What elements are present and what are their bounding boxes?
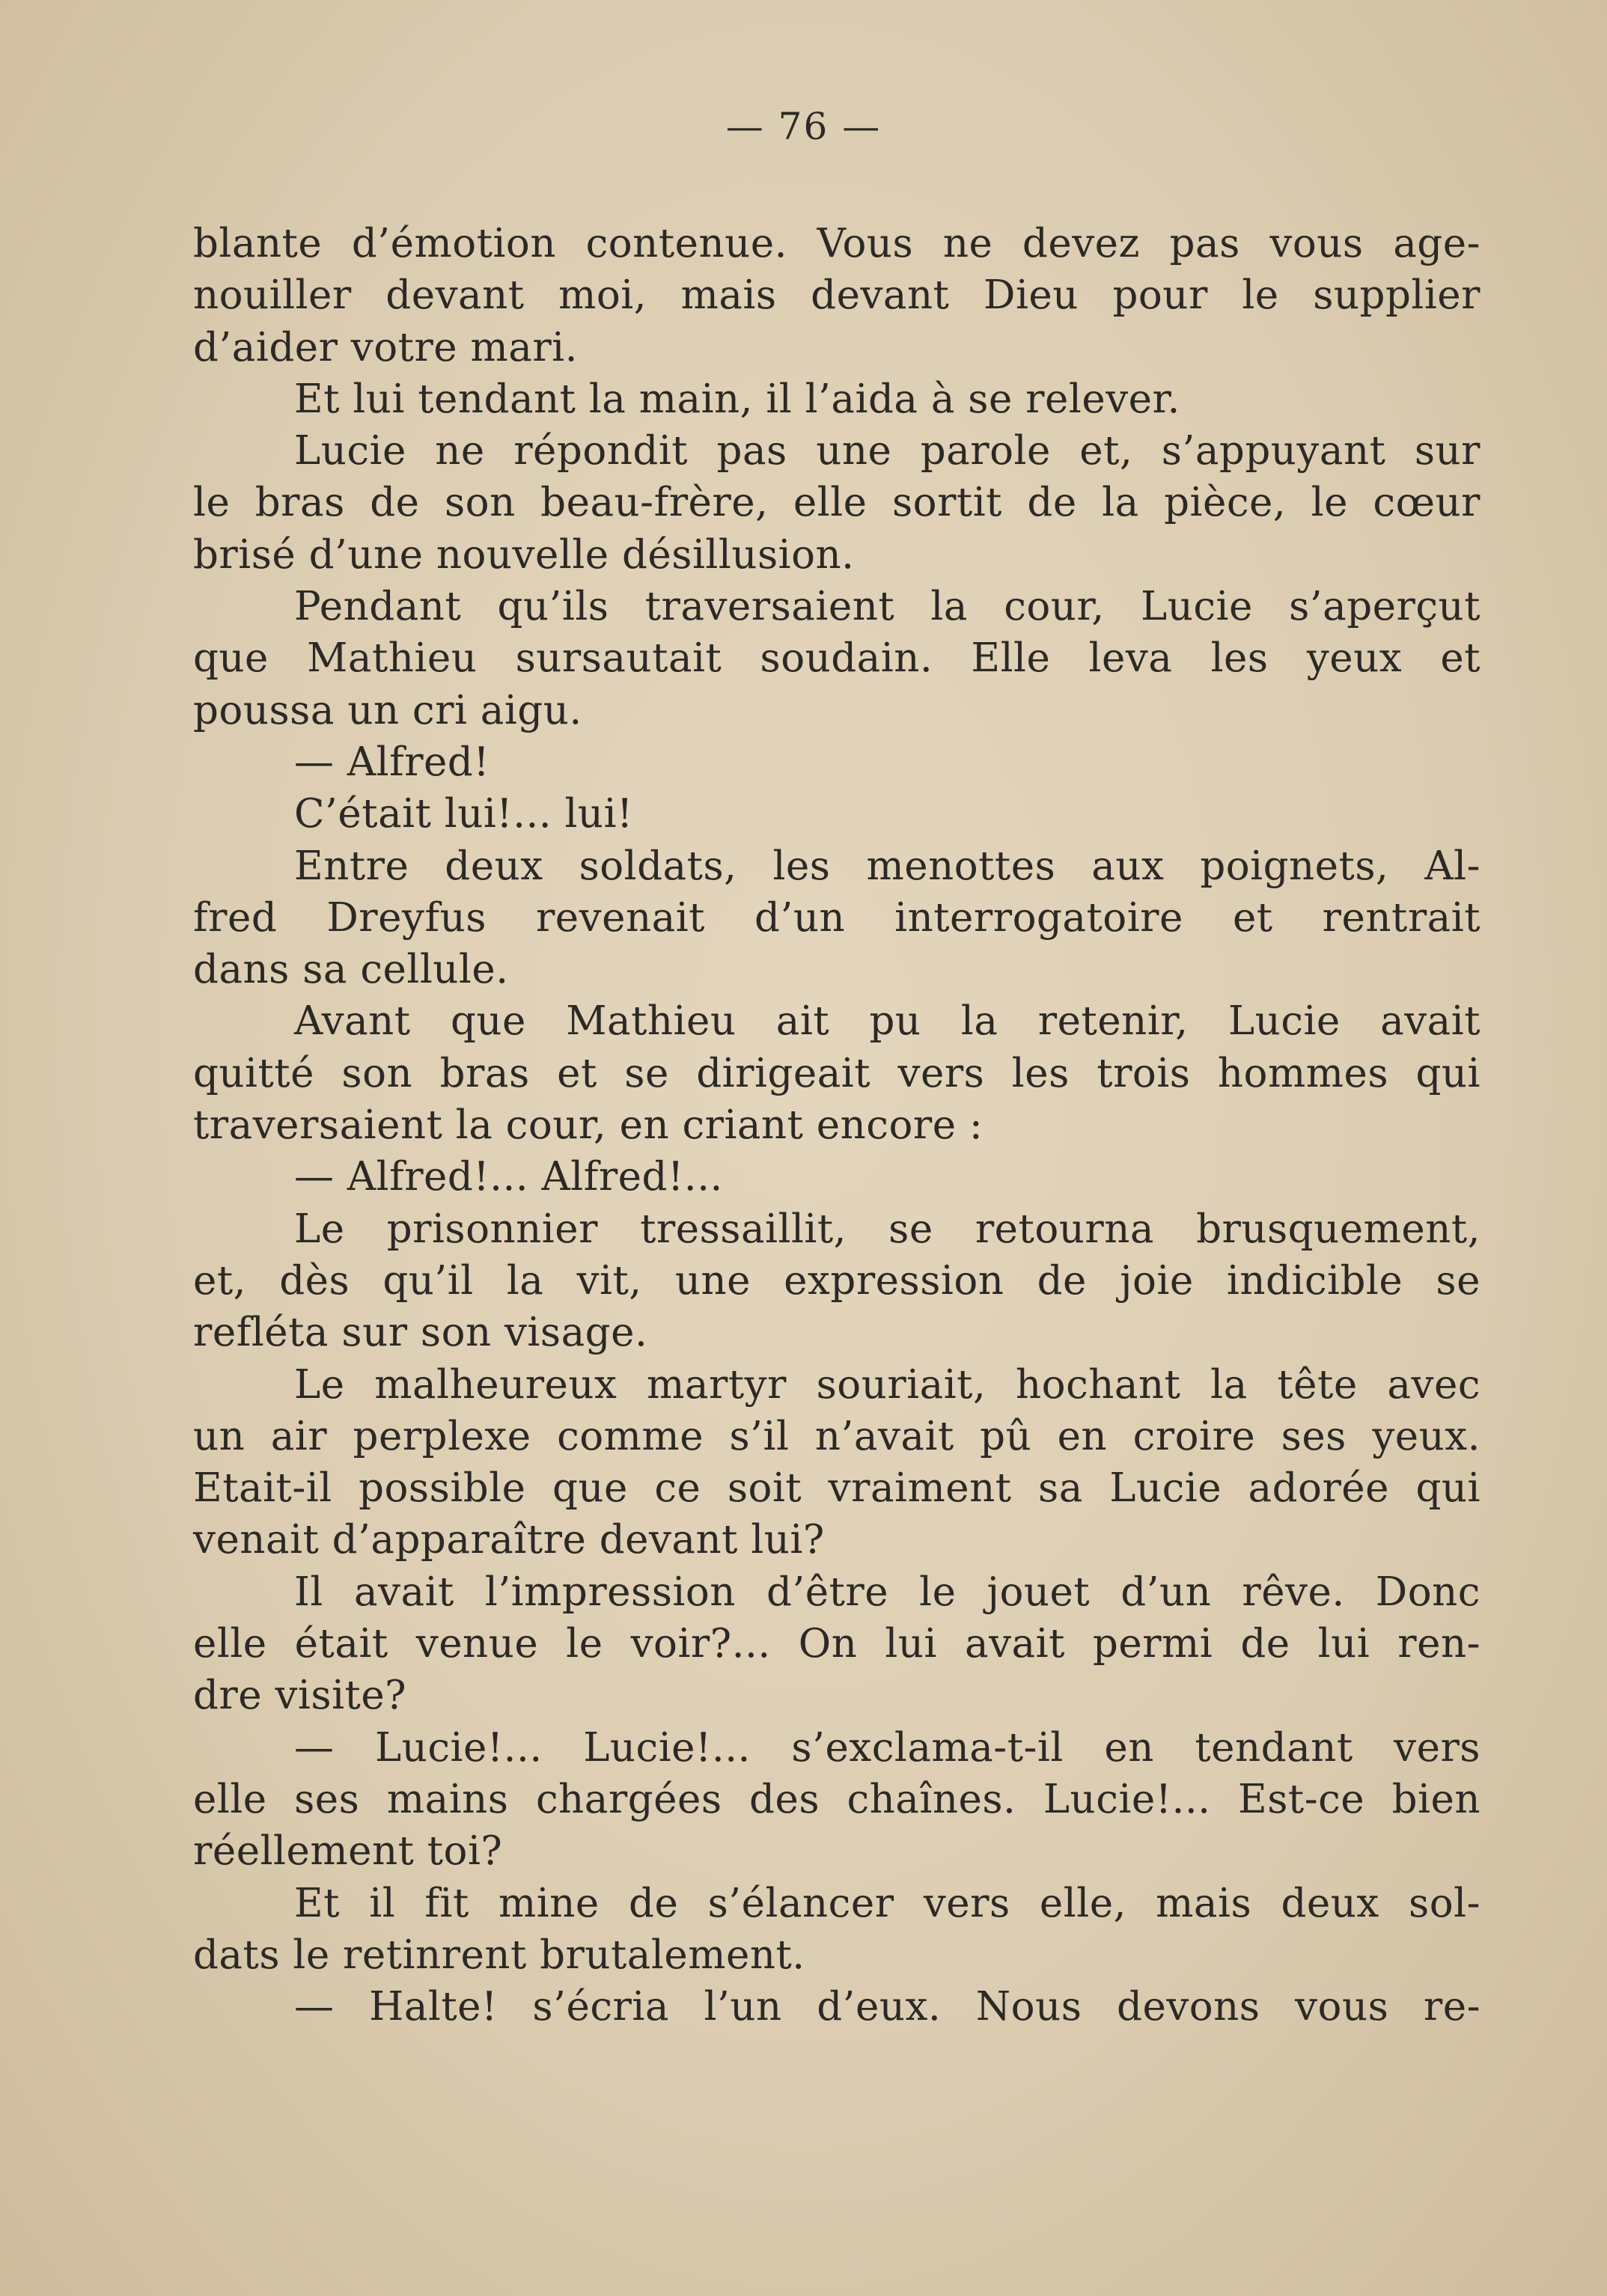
text-line: quitté son bras et se dirigeait vers les trois hommes qui: [193, 1050, 1481, 1096]
text-line: Et il fit mine de s’élancer vers elle, mais deux sol-: [294, 1880, 1481, 1926]
page-number: — 76 —: [725, 105, 882, 148]
text-line: — Halte! s’écria l’un d’eux. Nous devons vous re-: [294, 1984, 1481, 2030]
text-line: nouiller devant moi, mais devant Dieu pour le supplier: [193, 272, 1481, 319]
text-line: dats le retinrent brutalement.: [193, 1932, 805, 1978]
text-line: Lucie ne répondit pas une parole et, s’appuyant sur: [294, 428, 1481, 474]
text-line: d’aider votre mari.: [193, 324, 578, 370]
text-line: fred Dreyfus revenait d’un interrogatoire et rentrait: [193, 894, 1481, 941]
text-line: Le malheureux martyr souriait, hochant la tête avec: [294, 1361, 1481, 1408]
text-line: — Alfred!: [294, 739, 490, 785]
text-line: un air perplexe comme s’il n’avait pû en croire ses yeux.: [193, 1413, 1481, 1459]
text-line: — Lucie!... Lucie!... s’exclama-t-il en tendant vers: [294, 1724, 1481, 1771]
text-line: Entre deux soldats, les menottes aux poignets, Al-: [294, 843, 1481, 889]
text-line: traversaient la cour, en criant encore :: [193, 1102, 984, 1149]
text-line: et, dès qu’il la vit, une expression de joie indicible se: [193, 1257, 1481, 1304]
text-line: blante d’émotion contenue. Vous ne devez pas vous age-: [193, 221, 1481, 266]
text-line: dans sa cellule.: [193, 947, 509, 993]
text-line: que Mathieu sursautait soudain. Elle leva les yeux et: [193, 635, 1481, 682]
text-line: brisé d’une nouvelle désillusion.: [193, 531, 855, 578]
text-line: elle était venue le voir?... On lui avait permi de lui ren-: [193, 1621, 1481, 1667]
text-line: Et lui tendant la main, il l’aida à se relever.: [294, 376, 1180, 422]
text-line: C’était lui!... lui!: [294, 791, 633, 837]
text-line: Il avait l’impression d’être le jouet d’un rêve. Donc: [294, 1569, 1481, 1615]
text-line: — Alfred!... Alfred!...: [294, 1154, 723, 1200]
text-line: le bras de son beau-frère, elle sortit de la pièce, le cœur: [193, 480, 1481, 526]
text-line: Etait-il possible que ce soit vraiment sa Lucie adorée qui: [193, 1465, 1481, 1512]
text-line: venait d’apparaître devant lui?: [193, 1517, 825, 1563]
text-line: poussa un cri aigu.: [193, 687, 582, 733]
text-line: refléta sur son visage.: [193, 1310, 648, 1356]
text-line: Le prisonnier tressaillit, se retourna brusquement,: [294, 1206, 1481, 1252]
text-line: Pendant qu’ils traversaient la cour, Lucie s’aperçut: [294, 584, 1481, 630]
text-line: elle ses mains chargées des chaînes. Lucie!... Est-ce bien: [193, 1776, 1481, 1822]
text-line: Avant que Mathieu ait pu la retenir, Lucie avait: [294, 998, 1481, 1045]
text-line: dre visite?: [193, 1673, 407, 1719]
text-line: réellement toi?: [193, 1828, 503, 1875]
body-text: [193, 218, 1481, 2033]
